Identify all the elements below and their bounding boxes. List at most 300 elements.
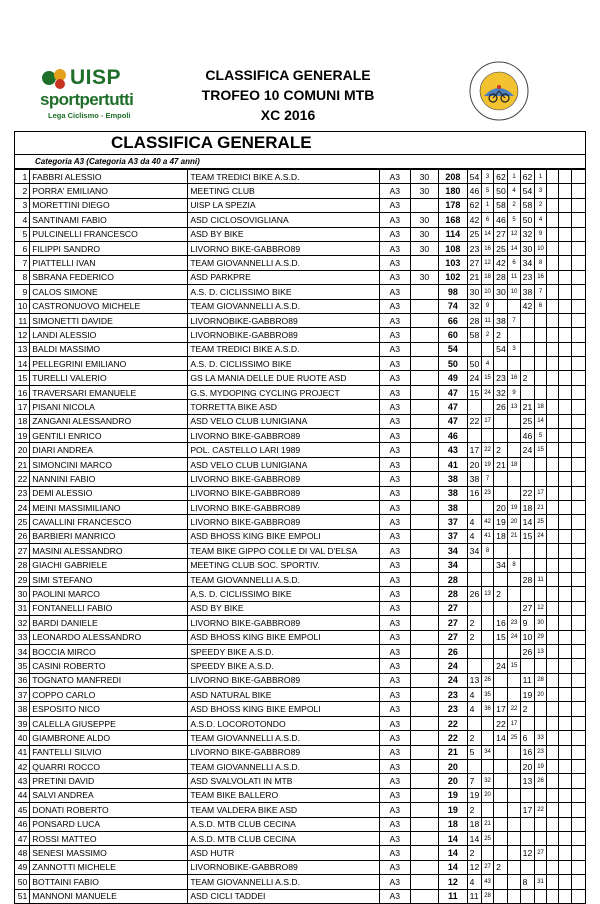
empty-cell: [559, 500, 571, 514]
race-points-cell: [494, 414, 508, 428]
race-points-cell: 23: [467, 241, 481, 255]
rider-name-cell: GIAMBRONE ALDO: [30, 731, 188, 745]
race-rank-cell: 25: [508, 731, 520, 745]
race-points-cell: 6: [520, 731, 534, 745]
team-cell: LIVORNO BIKE-GABBRO89: [188, 616, 380, 630]
rider-name-cell: SALVI ANDREA: [30, 788, 188, 802]
race-rank-cell: [508, 328, 520, 342]
table-row: [15, 889, 586, 903]
race-rank-cell: [534, 357, 546, 371]
race-points-cell: 28: [494, 270, 508, 284]
bonus-points-cell: [410, 803, 439, 817]
race-rank-cell: [534, 659, 546, 673]
category-cell: A3: [380, 788, 411, 802]
race-rank-cell: [508, 788, 520, 802]
race-points-cell: 9: [520, 616, 534, 630]
race-points-cell: [520, 817, 534, 831]
race-points-cell: 5: [467, 745, 481, 759]
total-points-cell: 208: [439, 170, 468, 184]
race-points-cell: 30: [494, 285, 508, 299]
total-points-cell: 47: [439, 414, 468, 428]
bonus-points-cell: [410, 572, 439, 586]
header-line-2: TROFEO 10 COMUNI MTB: [201, 87, 375, 103]
position-cell: 51: [15, 889, 30, 903]
race-rank-cell: [481, 616, 493, 630]
race-rank-cell: [534, 385, 546, 399]
empty-cell: [547, 803, 559, 817]
category-cell: A3: [380, 342, 411, 356]
position-cell: 8: [15, 270, 30, 284]
race-points-cell: 14: [520, 515, 534, 529]
total-points-cell: 43: [439, 443, 468, 457]
bonus-points-cell: [410, 702, 439, 716]
bonus-points-cell: 30: [410, 227, 439, 241]
race-points-cell: [520, 342, 534, 356]
position-cell: 17: [15, 400, 30, 414]
empty-cell: [547, 270, 559, 284]
race-rank-cell: [481, 644, 493, 658]
race-rank-cell: 8: [508, 558, 520, 572]
race-rank-cell: [508, 831, 520, 845]
race-rank-cell: 33: [534, 731, 546, 745]
race-rank-cell: 2: [508, 198, 520, 212]
empty-cell: [571, 745, 585, 759]
bonus-points-cell: [410, 472, 439, 486]
race-rank-cell: [481, 846, 493, 860]
rider-name-cell: ESPOSITO NICO: [30, 702, 188, 716]
position-cell: 20: [15, 443, 30, 457]
race-rank-cell: 7: [508, 313, 520, 327]
position-cell: 15: [15, 371, 30, 385]
table-row: [15, 659, 586, 673]
rider-name-cell: SIMI STEFANO: [30, 572, 188, 586]
empty-cell: [559, 673, 571, 687]
bonus-points-cell: [410, 688, 439, 702]
race-rank-cell: 28: [534, 673, 546, 687]
race-points-cell: [520, 544, 534, 558]
total-points-cell: 37: [439, 515, 468, 529]
race-rank-cell: 22: [534, 803, 546, 817]
table-row: [15, 731, 586, 745]
race-rank-cell: 16: [481, 241, 493, 255]
bonus-points-cell: [410, 846, 439, 860]
race-points-cell: 17: [494, 702, 508, 716]
table-row: [15, 616, 586, 630]
rider-name-cell: FABBRI ALESSIO: [30, 170, 188, 184]
bonus-points-cell: [410, 673, 439, 687]
position-cell: 29: [15, 572, 30, 586]
category-cell: A3: [380, 184, 411, 198]
race-rank-cell: [508, 486, 520, 500]
team-cell: TEAM GIOVANNELLI A.S.D.: [188, 299, 380, 313]
table-row: [15, 860, 586, 874]
category-cell: A3: [380, 529, 411, 543]
empty-cell: [571, 357, 585, 371]
race-points-cell: 32: [467, 299, 481, 313]
race-rank-cell: [534, 889, 546, 903]
rider-name-cell: NANNINI FABIO: [30, 472, 188, 486]
race-rank-cell: 1: [534, 170, 546, 184]
category-cell: A3: [380, 328, 411, 342]
race-points-cell: [494, 601, 508, 615]
total-points-cell: 37: [439, 529, 468, 543]
category-cell: A3: [380, 429, 411, 443]
team-cell: ASD BHOSS KING BIKE EMPOLI: [188, 630, 380, 644]
team-cell: ASD NATURAL BIKE: [188, 688, 380, 702]
race-points-cell: 2: [467, 846, 481, 860]
team-cell: TEAM TREDICI BIKE A.S.D.: [188, 342, 380, 356]
race-points-cell: 18: [494, 529, 508, 543]
race-rank-cell: [508, 414, 520, 428]
empty-cell: [571, 270, 585, 284]
uisp-name: UISP: [70, 66, 122, 89]
total-points-cell: 28: [439, 587, 468, 601]
team-cell: ASD PARKPRE: [188, 270, 380, 284]
category-cell: A3: [380, 227, 411, 241]
race-rank-cell: 5: [534, 429, 546, 443]
bonus-points-cell: [410, 616, 439, 630]
empty-cell: [547, 184, 559, 198]
race-points-cell: 26: [467, 587, 481, 601]
table-row: [15, 198, 586, 212]
race-points-cell: 32: [520, 227, 534, 241]
rider-name-cell: PRETINI DAVID: [30, 774, 188, 788]
race-points-cell: [520, 357, 534, 371]
rider-name-cell: DONATI ROBERTO: [30, 803, 188, 817]
empty-cell: [559, 572, 571, 586]
table-row: [15, 184, 586, 198]
empty-cell: [571, 760, 585, 774]
bonus-points-cell: [410, 630, 439, 644]
race-points-cell: 2: [494, 328, 508, 342]
race-points-cell: 62: [494, 170, 508, 184]
race-points-cell: 54: [520, 184, 534, 198]
race-points-cell: 15: [494, 630, 508, 644]
category-cell: A3: [380, 385, 411, 399]
race-points-cell: 23: [520, 270, 534, 284]
race-points-cell: 27: [520, 601, 534, 615]
empty-cell: [559, 414, 571, 428]
race-points-cell: 21: [494, 457, 508, 471]
race-rank-cell: [508, 889, 520, 903]
race-points-cell: 4: [467, 875, 481, 889]
category-cell: A3: [380, 256, 411, 270]
empty-cell: [547, 357, 559, 371]
race-rank-cell: [481, 558, 493, 572]
team-cell: TEAM BIKE GIPPO COLLE DI VAL D'ELSA: [188, 544, 380, 558]
category-cell: A3: [380, 889, 411, 903]
race-points-cell: [467, 760, 481, 774]
race-rank-cell: 1: [481, 198, 493, 212]
total-points-cell: 47: [439, 385, 468, 399]
rider-name-cell: MEINI MASSIMILIANO: [30, 500, 188, 514]
empty-cell: [571, 227, 585, 241]
team-cell: LIVORNOBIKE-GABBRO89: [188, 313, 380, 327]
race-rank-cell: [508, 875, 520, 889]
race-points-cell: [494, 803, 508, 817]
empty-cell: [571, 299, 585, 313]
race-rank-cell: [534, 371, 546, 385]
total-points-cell: 14: [439, 831, 468, 845]
empty-cell: [547, 385, 559, 399]
race-points-cell: 2: [467, 616, 481, 630]
empty-cell: [571, 788, 585, 802]
empty-cell: [547, 529, 559, 543]
empty-cell: [547, 443, 559, 457]
table-row: [15, 572, 586, 586]
race-rank-cell: 5: [508, 213, 520, 227]
empty-cell: [559, 831, 571, 845]
rider-name-cell: PONSARD LUCA: [30, 817, 188, 831]
empty-cell: [571, 875, 585, 889]
empty-cell: [547, 616, 559, 630]
position-cell: 24: [15, 500, 30, 514]
race-points-cell: 38: [520, 285, 534, 299]
empty-cell: [559, 429, 571, 443]
team-cell: A.S.D. MTB CLUB CECINA: [188, 831, 380, 845]
total-points-cell: 60: [439, 328, 468, 342]
team-cell: POL. CASTELLO LARI 1989: [188, 443, 380, 457]
empty-cell: [571, 342, 585, 356]
race-rank-cell: [481, 572, 493, 586]
empty-cell: [547, 400, 559, 414]
race-points-cell: 46: [520, 429, 534, 443]
category-cell: A3: [380, 572, 411, 586]
bonus-points-cell: 30: [410, 241, 439, 255]
race-points-cell: 20: [520, 760, 534, 774]
race-rank-cell: [508, 760, 520, 774]
bonus-points-cell: [410, 486, 439, 500]
race-points-cell: 27: [494, 227, 508, 241]
table-row: [15, 688, 586, 702]
team-cell: A.S. D. CICLISSIMO BIKE: [188, 285, 380, 299]
race-rank-cell: 35: [481, 688, 493, 702]
rider-name-cell: SENESI MASSIMO: [30, 846, 188, 860]
bonus-points-cell: 30: [410, 213, 439, 227]
race-rank-cell: 7: [534, 285, 546, 299]
team-cell: SPEEDY BIKE A.S.D.: [188, 644, 380, 658]
race-rank-cell: 4: [481, 357, 493, 371]
bonus-points-cell: [410, 328, 439, 342]
race-rank-cell: 26: [481, 673, 493, 687]
position-cell: 14: [15, 357, 30, 371]
total-points-cell: 47: [439, 400, 468, 414]
race-points-cell: 46: [467, 184, 481, 198]
table-row: [15, 630, 586, 644]
empty-cell: [547, 342, 559, 356]
empty-cell: [547, 285, 559, 299]
race-points-cell: 24: [520, 443, 534, 457]
table-row: [15, 529, 586, 543]
race-rank-cell: [508, 860, 520, 874]
bonus-points-cell: [410, 860, 439, 874]
category-cell: A3: [380, 616, 411, 630]
bonus-points-cell: [410, 371, 439, 385]
empty-cell: [547, 745, 559, 759]
team-cell: LIVORNO BIKE-GABBRO89: [188, 429, 380, 443]
race-points-cell: [520, 472, 534, 486]
empty-cell: [559, 731, 571, 745]
race-rank-cell: [508, 817, 520, 831]
empty-cell: [559, 558, 571, 572]
race-rank-cell: 12: [508, 227, 520, 241]
team-cell: A.S.D. LOCOROTONDO: [188, 716, 380, 730]
empty-cell: [571, 889, 585, 903]
empty-cell: [571, 500, 585, 514]
table-row: [15, 429, 586, 443]
category-cell: A3: [380, 241, 411, 255]
empty-cell: [571, 170, 585, 184]
race-rank-cell: 2: [481, 328, 493, 342]
empty-cell: [571, 429, 585, 443]
race-points-cell: 21: [467, 270, 481, 284]
empty-cell: [559, 745, 571, 759]
empty-cell: [547, 774, 559, 788]
race-points-cell: 32: [494, 385, 508, 399]
empty-cell: [547, 328, 559, 342]
race-rank-cell: 12: [534, 601, 546, 615]
race-rank-cell: 21: [508, 529, 520, 543]
empty-cell: [547, 371, 559, 385]
race-rank-cell: 25: [481, 831, 493, 845]
rider-name-cell: LEONARDO ALESSANDRO: [30, 630, 188, 644]
team-cell: A.S. D. CICLISSIMO BIKE: [188, 357, 380, 371]
race-points-cell: [467, 429, 481, 443]
empty-cell: [559, 803, 571, 817]
empty-cell: [547, 860, 559, 874]
empty-cell: [559, 270, 571, 284]
table-row: [15, 371, 586, 385]
race-points-cell: 2: [467, 630, 481, 644]
empty-cell: [547, 846, 559, 860]
bonus-points-cell: [410, 529, 439, 543]
race-rank-cell: [534, 587, 546, 601]
rider-name-cell: CAVALLINI FRANCESCO: [30, 515, 188, 529]
race-points-cell: 25: [520, 414, 534, 428]
empty-cell: [571, 241, 585, 255]
rider-name-cell: FILIPPI SANDRO: [30, 241, 188, 255]
race-points-cell: 24: [467, 371, 481, 385]
empty-cell: [559, 544, 571, 558]
category-cell: A3: [380, 443, 411, 457]
race-points-cell: 42: [467, 213, 481, 227]
race-rank-cell: 18: [508, 457, 520, 471]
race-rank-cell: 7: [481, 472, 493, 486]
team-cell: ASD VELO CLUB LUNIGIANA: [188, 457, 380, 471]
rider-name-cell: BARDI DANIELE: [30, 616, 188, 630]
empty-cell: [571, 831, 585, 845]
race-rank-cell: [508, 544, 520, 558]
rider-name-cell: TOGNATO MANFREDI: [30, 673, 188, 687]
table-row: [15, 270, 586, 284]
bonus-points-cell: [410, 774, 439, 788]
race-points-cell: 34: [520, 256, 534, 270]
empty-cell: [559, 313, 571, 327]
empty-cell: [559, 788, 571, 802]
rider-name-cell: SIMONCINI MARCO: [30, 457, 188, 471]
race-rank-cell: 21: [534, 500, 546, 514]
bonus-points-cell: [410, 515, 439, 529]
race-points-cell: [494, 831, 508, 845]
total-points-cell: 21: [439, 745, 468, 759]
race-rank-cell: [508, 443, 520, 457]
empty-cell: [571, 688, 585, 702]
race-rank-cell: 31: [534, 875, 546, 889]
category-cell: A3: [380, 673, 411, 687]
empty-cell: [559, 702, 571, 716]
empty-cell: [547, 630, 559, 644]
total-points-cell: 22: [439, 731, 468, 745]
team-cell: MEETING CLUB SOC. SPORTIV.: [188, 558, 380, 572]
total-points-cell: 34: [439, 544, 468, 558]
race-points-cell: 2: [494, 587, 508, 601]
empty-cell: [559, 241, 571, 255]
category-cell: A3: [380, 731, 411, 745]
race-points-cell: 14: [467, 831, 481, 845]
race-points-cell: [494, 788, 508, 802]
total-points-cell: 27: [439, 630, 468, 644]
race-rank-cell: 24: [508, 630, 520, 644]
total-points-cell: 34: [439, 558, 468, 572]
total-points-cell: 27: [439, 601, 468, 615]
team-cell: ASD SVALVOLATI IN MTB: [188, 774, 380, 788]
race-points-cell: 62: [520, 170, 534, 184]
race-rank-cell: 8: [534, 256, 546, 270]
rider-name-cell: CALOS SIMONE: [30, 285, 188, 299]
race-points-cell: 18: [467, 817, 481, 831]
bonus-points-cell: [410, 429, 439, 443]
race-rank-cell: [481, 716, 493, 730]
race-points-cell: 2: [494, 860, 508, 874]
empty-cell: [571, 213, 585, 227]
category-cell: A3: [380, 285, 411, 299]
empty-cell: [571, 256, 585, 270]
empty-cell: [559, 342, 571, 356]
race-rank-cell: [534, 831, 546, 845]
rider-name-cell: ROSSI MATTEO: [30, 831, 188, 845]
bonus-points-cell: [410, 443, 439, 457]
table-row: [15, 227, 586, 241]
rider-name-cell: ZANNOTTI MICHELE: [30, 860, 188, 874]
rider-name-cell: PIATTELLI IVAN: [30, 256, 188, 270]
position-cell: 1: [15, 170, 30, 184]
race-rank-cell: 10: [481, 285, 493, 299]
empty-cell: [571, 472, 585, 486]
rider-name-cell: BOCCIA MIRCO: [30, 644, 188, 658]
position-cell: 41: [15, 745, 30, 759]
total-points-cell: 23: [439, 688, 468, 702]
race-points-cell: 8: [520, 875, 534, 889]
category-cell: A3: [380, 170, 411, 184]
race-rank-cell: 20: [508, 515, 520, 529]
race-points-cell: 11: [467, 889, 481, 903]
table-row: [15, 831, 586, 845]
race-points-cell: [494, 472, 508, 486]
empty-cell: [547, 313, 559, 327]
empty-cell: [559, 760, 571, 774]
table-row: [15, 846, 586, 860]
race-points-cell: [467, 558, 481, 572]
race-points-cell: [520, 328, 534, 342]
race-rank-cell: [481, 731, 493, 745]
table-row: [15, 673, 586, 687]
race-points-cell: 22: [494, 716, 508, 730]
team-cell: ASD BHOSS KING BIKE EMPOLI: [188, 702, 380, 716]
race-points-cell: [494, 760, 508, 774]
team-cell: G.S. MYDOPING CYCLING PROJECT: [188, 385, 380, 399]
race-rank-cell: [481, 429, 493, 443]
race-rank-cell: 16: [534, 270, 546, 284]
